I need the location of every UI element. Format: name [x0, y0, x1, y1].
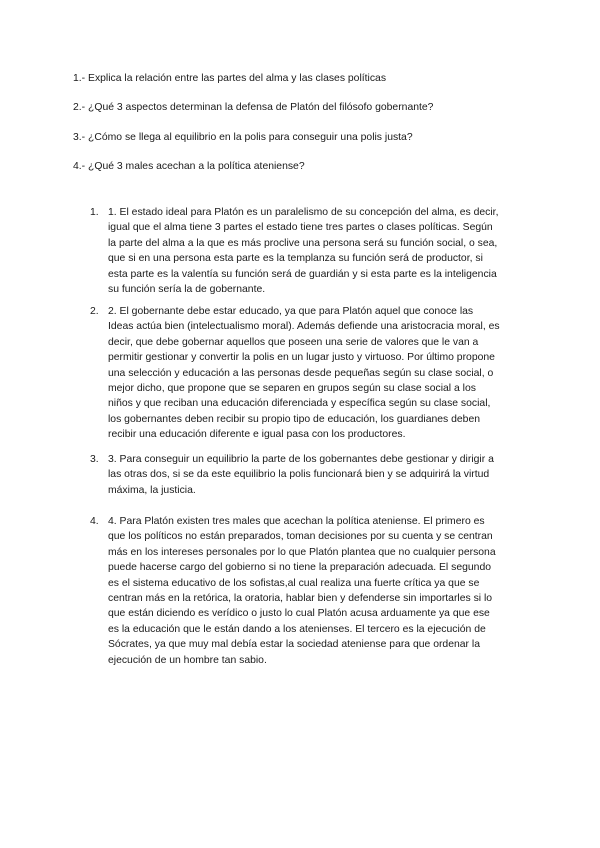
text-line: 4. Para Platón existen tres males que acechan la política ateniense. El primero es: [108, 516, 485, 527]
list-marker: 1.: [90, 207, 99, 218]
question-2: 2.- ¿Qué 3 aspectos determinan la defensa de Platón del filósofo gobernante?: [73, 102, 434, 113]
answer-text: [108, 514, 530, 668]
text-line: máxima, la justicia.: [108, 484, 196, 496]
answer-4: [90, 514, 530, 668]
answer-2: [90, 304, 530, 443]
text-line: es la educación que le están dando a los atenienses. El tercero es la ejecución de: [108, 623, 486, 635]
text-line: es el sistema educativo de los sofistas,al cual realiza una fuerte crítica ya que se: [108, 577, 480, 589]
list-marker: 4.: [90, 516, 99, 527]
text-line: esta parte es la valentía su función será de guardián y si esta parte es la inteligencia: [108, 268, 497, 280]
answer-text: [108, 452, 530, 498]
question-1: 1.- Explica la relación entre las partes del alma y las clases políticas: [73, 73, 387, 84]
text-line: los gobernantes deben recibir su propio tipo de educación, los guardianes deben: [108, 413, 481, 425]
text-line: 2. El gobernante debe estar educado, ya que para Platón aquel que conoce las: [108, 306, 474, 317]
answer-3: [90, 452, 530, 498]
text-line: la parte del alma a la que es más proclive una persona será su función social, o sea,: [108, 237, 498, 249]
answer-1: [90, 205, 530, 297]
text-line: más en los intereses personales por lo que Platón plantea que no cualquier persona: [108, 546, 496, 558]
answer-text: [108, 304, 530, 443]
list-marker: 3.: [90, 454, 99, 465]
text-line: Sócrates, ya que muy mal debía estar la sociedad ateniense para que ordenar la: [108, 639, 480, 651]
text-line: una selección y educación a las personas desde pequeñas según su clase social, o: [108, 367, 494, 379]
text-line: 3. Para conseguir un equilibrio la parte de los gobernantes debe gestionar y dirigir a: [108, 454, 494, 465]
text-line: las otras dos, si se da este equilibrio la polis funcionará bien y se adquirirá la virtud: [108, 469, 490, 481]
question-4: 4.- ¿Qué 3 males acechan a la política ateniense?: [73, 161, 305, 172]
text-line: decir, que debe gobernar aquellos que poseen una serie de valores que le van a: [108, 336, 479, 348]
text-line: Ideas actúa bien (intelectualismo moral). Además defiende una aristocracia moral, es: [108, 321, 500, 333]
text-line: que si en una persona esta parte es la templanza su función será de productor, si: [108, 253, 483, 265]
text-line: niños y que reciban una educación diferenciada y específica según su clase social,: [108, 398, 491, 410]
text-line: que los políticos no están preparados, toman decisiones por su cuenta y se centran: [108, 531, 493, 543]
text-line: puede hacerse cargo del gobierno si no tiene la preparación adecuada. El segundo: [108, 562, 491, 574]
question-3: 3.- ¿Cómo se llega al equilibrio en la polis para conseguir una polis justa?: [73, 132, 413, 143]
text-line: ejecución de un hombre tan sabio.: [108, 654, 267, 666]
text-line: recibir una educación diferente e igual pasa con los productores.: [108, 429, 406, 441]
text-line: 1. El estado ideal para Platón es un paralelismo de su concepción del alma, es decir,: [108, 207, 499, 218]
text-line: mejor dicho, que propone que se separen en grupos según su clase social a los: [108, 383, 476, 395]
text-line: su función sería la de gobernante.: [108, 284, 266, 296]
answer-text: [108, 205, 530, 297]
text-line: centran más en la retórica, la oratoria, hablar bien y defenderse sin importarles si lo: [108, 593, 493, 605]
list-marker: 2.: [90, 306, 99, 317]
text-line: permitir gestionar y convertir la polis en un lugar justo y virtuoso. Por último propone: [108, 352, 495, 364]
text-line: que están diciendo es verídico o justo lo cual Platón acusa arduamente ya que ese: [108, 608, 490, 620]
text-line: igual que el alma tiene 3 partes el estado tiene tres partes o clases políticas. Según: [108, 222, 493, 234]
